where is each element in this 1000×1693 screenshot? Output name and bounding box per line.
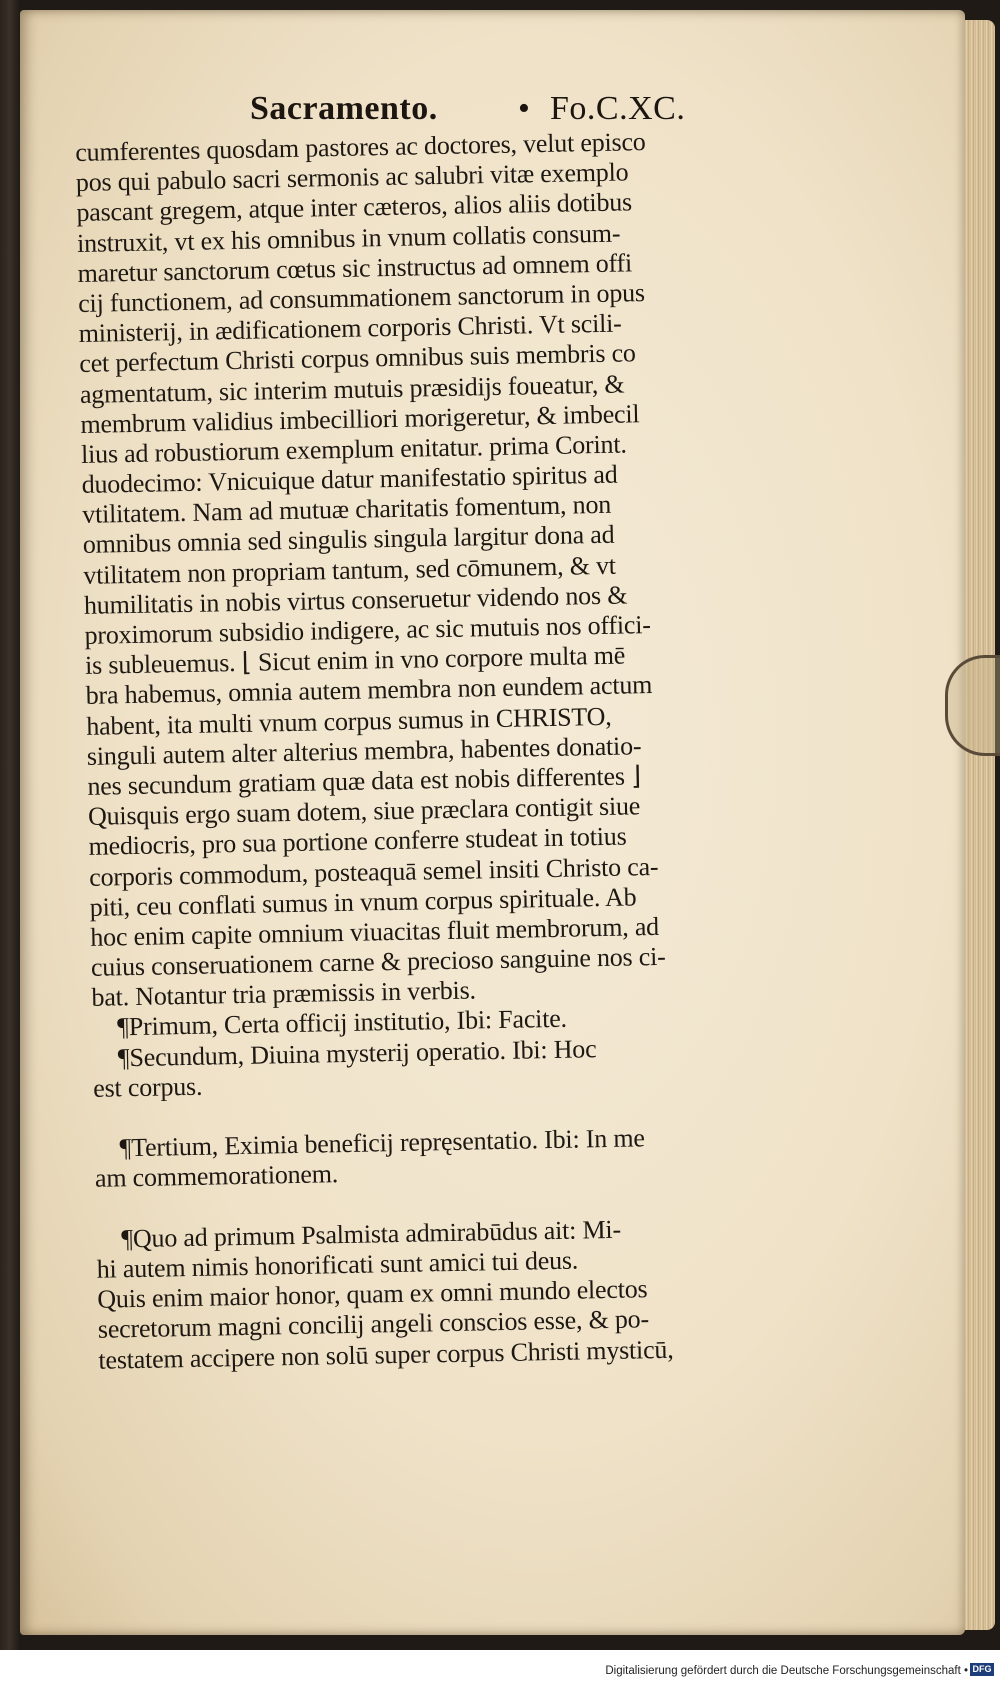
text-line: Quis enim maior honor, quam ex omni mundo electos bbox=[97, 1274, 648, 1314]
text-line: duodecimo: Vnicuique datur manifestatio spiritus ad bbox=[81, 459, 618, 499]
text-line: Quisquis ergo suam dotem, siue præclara contigit siue bbox=[87, 791, 641, 831]
text-line: habent, ita multi vnum corpus sumus in CHRISTO, bbox=[86, 701, 612, 741]
text-line: am commemorationem. bbox=[94, 1159, 339, 1194]
header-separator: • bbox=[518, 90, 531, 127]
text-line: agmentatum, sic interim mutuis præsidijs foueatur, & bbox=[79, 369, 625, 409]
text-line: cuius conseruationem carne & precioso sanguine nos ci- bbox=[90, 941, 666, 982]
text-line: vtilitatem non propriam tantum, sed cōmunem, & vt bbox=[83, 550, 617, 590]
dfg-logo: DFG bbox=[970, 1663, 994, 1676]
text-line: singuli autem alter alterius membra, habentes donatio- bbox=[86, 730, 642, 771]
text-line: omnibus omnia sed singulis singula largitur dona ad bbox=[82, 520, 615, 560]
text-line: secretorum magni concilij angeli conscios esse, & po- bbox=[97, 1304, 650, 1345]
text-line: humilitatis in nobis virtus conseruetur videndo nos & bbox=[83, 580, 628, 620]
page-edges bbox=[965, 20, 995, 1630]
text-line: hi autem nimis honorificati sunt amici tui deus. bbox=[96, 1245, 579, 1284]
text-line: mediocris, pro sua portione conferre studeat in totius bbox=[88, 821, 627, 862]
text-line: bat. Notantur tria præmissis in verbis. bbox=[91, 975, 477, 1013]
text-line: corporis commodum, posteaquā semel insiti Christo ca- bbox=[88, 851, 659, 892]
text-line: membrum validius imbecilliori morigeretur, & imbecil bbox=[80, 398, 640, 439]
text-line: proximorum subsidio indigere, ac sic mutuis nos offici- bbox=[84, 610, 651, 650]
text-line: vtilitatem. Nam ad mutuæ charitatis fomentum, non bbox=[81, 490, 612, 530]
footer-bar bbox=[0, 1650, 1000, 1693]
text-line: bra habemus, omnia autem membra non eundem actum bbox=[85, 670, 653, 711]
text-line: cet perfectum Christi corpus omnibus suis membris co bbox=[79, 338, 636, 379]
text-line: nes secundum gratiam quæ data est nobis differentes ⌋ bbox=[87, 761, 642, 801]
text-line: ¶Quo ad primum Psalmista admirabūdus ait: Mi- bbox=[95, 1214, 622, 1254]
text-line: pascant gregem, atque inter cæteros, alios aliis dotibus bbox=[76, 187, 633, 228]
text-line: ¶Secundum, Diuina mysterij operatio. Ibi: Hoc bbox=[92, 1033, 597, 1073]
text-line: piti, ceu conflati sumus in vnum corpus spirituale. Ab bbox=[89, 882, 637, 922]
text-line: ¶Primum, Certa officij institutio, Ibi: Facite. bbox=[91, 1004, 568, 1043]
book-clasp bbox=[945, 655, 1000, 756]
text-line: cumferentes quosdam pastores ac doctores, velut episco bbox=[75, 127, 646, 167]
text-line: cij functionem, ad consummationem sanctorum in opus bbox=[77, 278, 646, 318]
body-text bbox=[75, 125, 754, 1375]
text-line: instruxit, vt ex his omnibus in vnum collatis consum- bbox=[76, 218, 621, 258]
funding-credit: Digitalisierung gefördert durch die Deutsche Forschungsgemeinschaft • bbox=[605, 1665, 968, 1677]
running-title: Sacramento. bbox=[250, 90, 438, 127]
text-line: hoc enim capite omnium viuacitas fluit membrorum, ad bbox=[90, 911, 660, 952]
text-line: ¶Tertium, Eximia beneficij repręsentatio. Ibi: In me bbox=[94, 1123, 645, 1163]
folio-number: Fo.C.XC. bbox=[550, 90, 686, 127]
text-line: is subleuemus. ⌊ Sicut enim in vno corpore multa mē bbox=[84, 640, 626, 681]
text-line: maretur sanctorum cœtus sic instructus ad omnem offi bbox=[77, 248, 633, 288]
text-line: testatem accipere non solū super corpus Christi mysticū, bbox=[98, 1334, 674, 1375]
text-line: est corpus. bbox=[92, 1071, 203, 1103]
text-line: ministerij, in ædificationem corporis Christi. Vt scili- bbox=[78, 308, 622, 349]
text-line: lius ad robustiorum exemplum enitatur. prima Corint. bbox=[80, 429, 627, 469]
text-line: pos qui pabulo sacri sermonis ac salubri vitæ exemplo bbox=[75, 157, 629, 198]
page bbox=[20, 10, 965, 1635]
